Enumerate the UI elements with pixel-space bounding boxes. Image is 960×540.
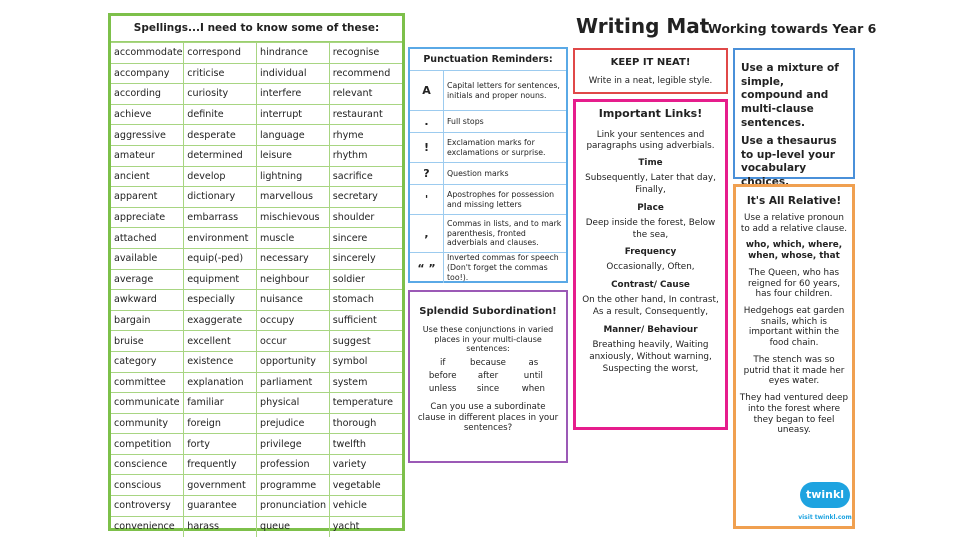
spelling-word: exaggerate — [184, 310, 257, 331]
spellings-title: Spellings...I need to know some of these: — [111, 16, 402, 42]
spelling-row — [111, 310, 402, 331]
spelling-row — [111, 228, 402, 249]
spelling-word: explanation — [184, 372, 257, 393]
spelling-word: equip(-ped) — [184, 248, 257, 269]
spelling-row — [111, 125, 402, 146]
subordination-panel — [408, 290, 568, 463]
spelling-word: frequently — [184, 454, 257, 475]
adverbial-examples: Breathing heavily, Waiting anxiously, Without warning, Suspecting the worst, — [589, 340, 712, 374]
page-subtitle: Working towards Year 6 — [708, 21, 877, 36]
relative-example: The stench was so putrid that it made her eyes water. — [743, 354, 845, 387]
spelling-word: hindrance — [257, 43, 330, 64]
spelling-word: amateur — [111, 145, 184, 166]
punctuation-symbol: ! — [410, 133, 444, 162]
punctuation-symbol: ' — [410, 185, 444, 214]
spelling-word: average — [111, 269, 184, 290]
spelling-word: embarrass — [184, 207, 257, 228]
relative-clause-panel — [733, 184, 855, 529]
spelling-row — [111, 475, 402, 496]
relative-example: They had ventured deep into the forest where they began to feel uneasy. — [739, 393, 849, 436]
relative-intro: Use a relative pronoun to add a relative clause. — [740, 213, 848, 234]
spelling-word: soldier — [329, 269, 402, 290]
punctuation-description: Exclamation marks for exclamations or surprise. — [447, 137, 546, 157]
spelling-word: correspond — [184, 43, 257, 64]
punctuation-title: Punctuation Reminders: — [410, 49, 566, 71]
spelling-row — [111, 372, 402, 393]
important-links-title: Important Links! — [598, 107, 703, 120]
spellings-panel — [108, 13, 405, 531]
punctuation-row — [410, 71, 566, 111]
adverbial-examples: Subsequently, Later that day, Finally, — [585, 172, 716, 195]
spelling-word: apparent — [111, 187, 184, 208]
spelling-word: privilege — [257, 434, 330, 455]
mixture-text: Use a mixture of simple, compound and multi-clause sentences. — [741, 62, 839, 129]
adverbial-heading: Contrast/ Cause — [611, 280, 690, 291]
important-links-intro: Link your sentences and paragraphs using adverbials. — [586, 130, 715, 151]
spelling-word: sacrifice — [329, 166, 402, 187]
spelling-word: lightning — [257, 166, 330, 187]
spelling-row — [111, 331, 402, 352]
keep-neat-title: KEEP IT NEAT! — [610, 57, 691, 68]
spelling-row — [111, 248, 402, 269]
spelling-word: programme — [257, 475, 330, 496]
punctuation-row — [410, 133, 566, 163]
spelling-word: parliament — [257, 372, 330, 393]
spelling-word: attached — [111, 228, 184, 249]
keep-neat-panel — [573, 48, 728, 94]
spelling-word: committee — [111, 372, 184, 393]
spelling-word: secretary — [329, 187, 402, 208]
spelling-word: bruise — [111, 331, 184, 352]
keep-neat-text: Write in a neat, legible style. — [588, 76, 713, 86]
spelling-row — [111, 104, 402, 125]
adverbial-heading: Place — [637, 202, 664, 213]
conjunction: before — [428, 370, 457, 381]
spelling-word: accompany — [111, 63, 184, 84]
spelling-word: necessary — [257, 248, 330, 269]
spelling-word: language — [257, 125, 330, 146]
conjunction: since — [476, 383, 500, 394]
relative-example: The Queen, who has reigned for 60 years, has four children. — [747, 267, 841, 300]
spelling-row — [111, 496, 402, 517]
punctuation-symbol: A — [410, 71, 444, 110]
spelling-word: community — [111, 413, 184, 434]
conjunction: if — [439, 357, 446, 368]
spelling-word: conscience — [111, 454, 184, 475]
spelling-word: equipment — [184, 269, 257, 290]
spelling-word: twelfth — [329, 434, 402, 455]
spelling-word: achieve — [111, 104, 184, 125]
spelling-word: leisure — [257, 145, 330, 166]
conjunction: because — [470, 357, 506, 368]
spelling-row — [111, 145, 402, 166]
spelling-row — [111, 516, 402, 537]
spelling-word: especially — [184, 290, 257, 311]
conjunction: unless — [428, 383, 457, 394]
spelling-row — [111, 290, 402, 311]
spelling-row — [111, 63, 402, 84]
spelling-word: suggest — [329, 331, 402, 352]
punctuation-description: Question marks — [447, 168, 509, 178]
spelling-word: shoulder — [329, 207, 402, 228]
punctuation-symbol: “ ” — [410, 253, 444, 283]
adverbial-heading: Manner/ Behaviour — [603, 325, 698, 336]
sentence-mixture-panel — [733, 48, 855, 189]
relative-example: Hedgehogs eat garden snails, which is important within the food chain. — [743, 306, 845, 349]
spelling-row — [111, 434, 402, 455]
conjunction-grid — [420, 358, 556, 394]
spelling-word: familiar — [184, 393, 257, 414]
spelling-word: sincere — [329, 228, 402, 249]
spelling-word: curiosity — [184, 84, 257, 105]
punctuation-row — [410, 215, 566, 253]
spelling-word: dictionary — [184, 187, 257, 208]
spelling-word: vegetable — [329, 475, 402, 496]
adverbial-heading: Frequency — [624, 247, 677, 258]
spelling-word: opportunity — [257, 351, 330, 372]
punctuation-description: Full stops — [447, 116, 484, 126]
punctuation-description: Commas in lists, and to mark parenthesis, fronted adverbials and clauses. — [447, 218, 562, 248]
spelling-word: interfere — [257, 84, 330, 105]
subordination-question: Can you use a subordinate clause in different places in your sentences? — [417, 401, 559, 434]
subordination-intro: Use these conjunctions in varied places in your multi-clause sentences: — [422, 325, 554, 354]
important-links-panel — [573, 99, 728, 430]
conjunction: when — [521, 383, 545, 394]
spelling-word: recognise — [329, 43, 402, 64]
spelling-word: determined — [184, 145, 257, 166]
spelling-word: vehicle — [329, 496, 402, 517]
conjunction: after — [477, 370, 499, 381]
spelling-word: mischievous — [257, 207, 330, 228]
spelling-row — [111, 413, 402, 434]
spelling-word: occur — [257, 331, 330, 352]
spelling-word: thorough — [329, 413, 402, 434]
spelling-word: category — [111, 351, 184, 372]
punctuation-row — [410, 111, 566, 133]
spelling-word: yacht — [329, 516, 402, 537]
spelling-word: convenience — [111, 516, 184, 537]
spelling-word: temperature — [329, 393, 402, 414]
adverbial-examples: Deep inside the forest, Below the sea, — [585, 217, 716, 240]
spelling-word: pronunciation — [257, 496, 330, 517]
spelling-word: harass — [184, 516, 257, 537]
spelling-word: existence — [184, 351, 257, 372]
spelling-word: rhythm — [329, 145, 402, 166]
spelling-word: variety — [329, 454, 402, 475]
spelling-word: excellent — [184, 331, 257, 352]
adverbial-examples: On the other hand, In contrast, As a result, Consequently, — [582, 295, 719, 318]
punctuation-panel — [408, 47, 568, 283]
punctuation-symbol: . — [410, 111, 444, 132]
twinkl-url: visit twinkl.com — [798, 514, 852, 521]
punctuation-symbol: ? — [410, 163, 444, 184]
spelling-word: bargain — [111, 310, 184, 331]
spelling-word: communicate — [111, 393, 184, 414]
spellings-table — [111, 42, 402, 537]
spelling-row — [111, 207, 402, 228]
spelling-word: forty — [184, 434, 257, 455]
spelling-word: competition — [111, 434, 184, 455]
spelling-word: prejudice — [257, 413, 330, 434]
spelling-row — [111, 454, 402, 475]
spelling-word: aggressive — [111, 125, 184, 146]
spelling-row — [111, 43, 402, 64]
spelling-word: appreciate — [111, 207, 184, 228]
spelling-word: queue — [257, 516, 330, 537]
spelling-row — [111, 84, 402, 105]
relative-title: It's All Relative! — [746, 195, 842, 207]
thesaurus-text: Use a thesaurus to up-level your vocabulary choices. — [741, 135, 837, 189]
spelling-word: definite — [184, 104, 257, 125]
punctuation-row — [410, 185, 566, 215]
spelling-word: recommend — [329, 63, 402, 84]
spelling-word: accommodate — [111, 43, 184, 64]
spelling-word: foreign — [184, 413, 257, 434]
adverbial-heading: Time — [638, 157, 663, 168]
spelling-word: available — [111, 248, 184, 269]
punctuation-description: Apostrophes for possession and missing letters — [447, 189, 555, 209]
spelling-word: nuisance — [257, 290, 330, 311]
spelling-word: muscle — [257, 228, 330, 249]
page-title: Writing Mat — [576, 14, 710, 38]
spelling-word: controversy — [111, 496, 184, 517]
adverbial-examples: Occasionally, Often, — [606, 262, 695, 273]
spelling-row — [111, 351, 402, 372]
spelling-word: according — [111, 84, 184, 105]
spelling-word: guarantee — [184, 496, 257, 517]
punctuation-row — [410, 163, 566, 185]
punctuation-description: Inverted commas for speech (Don't forget the commas too!). — [447, 253, 559, 282]
spelling-word: criticise — [184, 63, 257, 84]
spelling-word: desperate — [184, 125, 257, 146]
spelling-word: interrupt — [257, 104, 330, 125]
spelling-row — [111, 187, 402, 208]
spelling-word: system — [329, 372, 402, 393]
punctuation-description: Capital letters for sentences, initials and proper nouns. — [447, 80, 560, 100]
spelling-row — [111, 269, 402, 290]
spelling-row — [111, 166, 402, 187]
spelling-word: symbol — [329, 351, 402, 372]
spelling-word: environment — [184, 228, 257, 249]
spelling-word: ancient — [111, 166, 184, 187]
spelling-word: rhyme — [329, 125, 402, 146]
spelling-row — [111, 393, 402, 414]
spelling-word: physical — [257, 393, 330, 414]
twinkl-logo: twinkl — [800, 482, 850, 508]
conjunction: as — [528, 357, 539, 368]
subordination-title: Splendid Subordination! — [419, 306, 557, 317]
conjunction: until — [523, 370, 543, 381]
spelling-word: marvellous — [257, 187, 330, 208]
spelling-word: profession — [257, 454, 330, 475]
spelling-word: neighbour — [257, 269, 330, 290]
punctuation-row — [410, 253, 566, 283]
spelling-word: sincerely — [329, 248, 402, 269]
spelling-word: relevant — [329, 84, 402, 105]
spelling-word: stomach — [329, 290, 402, 311]
spelling-word: sufficient — [329, 310, 402, 331]
punctuation-symbol: , — [410, 215, 444, 252]
spelling-word: occupy — [257, 310, 330, 331]
spelling-word: government — [184, 475, 257, 496]
spelling-word: restaurant — [329, 104, 402, 125]
spelling-word: awkward — [111, 290, 184, 311]
spelling-word: conscious — [111, 475, 184, 496]
spelling-word: individual — [257, 63, 330, 84]
relative-pronouns: who, which, where, when, whose, that — [745, 240, 843, 262]
spelling-word: develop — [184, 166, 257, 187]
